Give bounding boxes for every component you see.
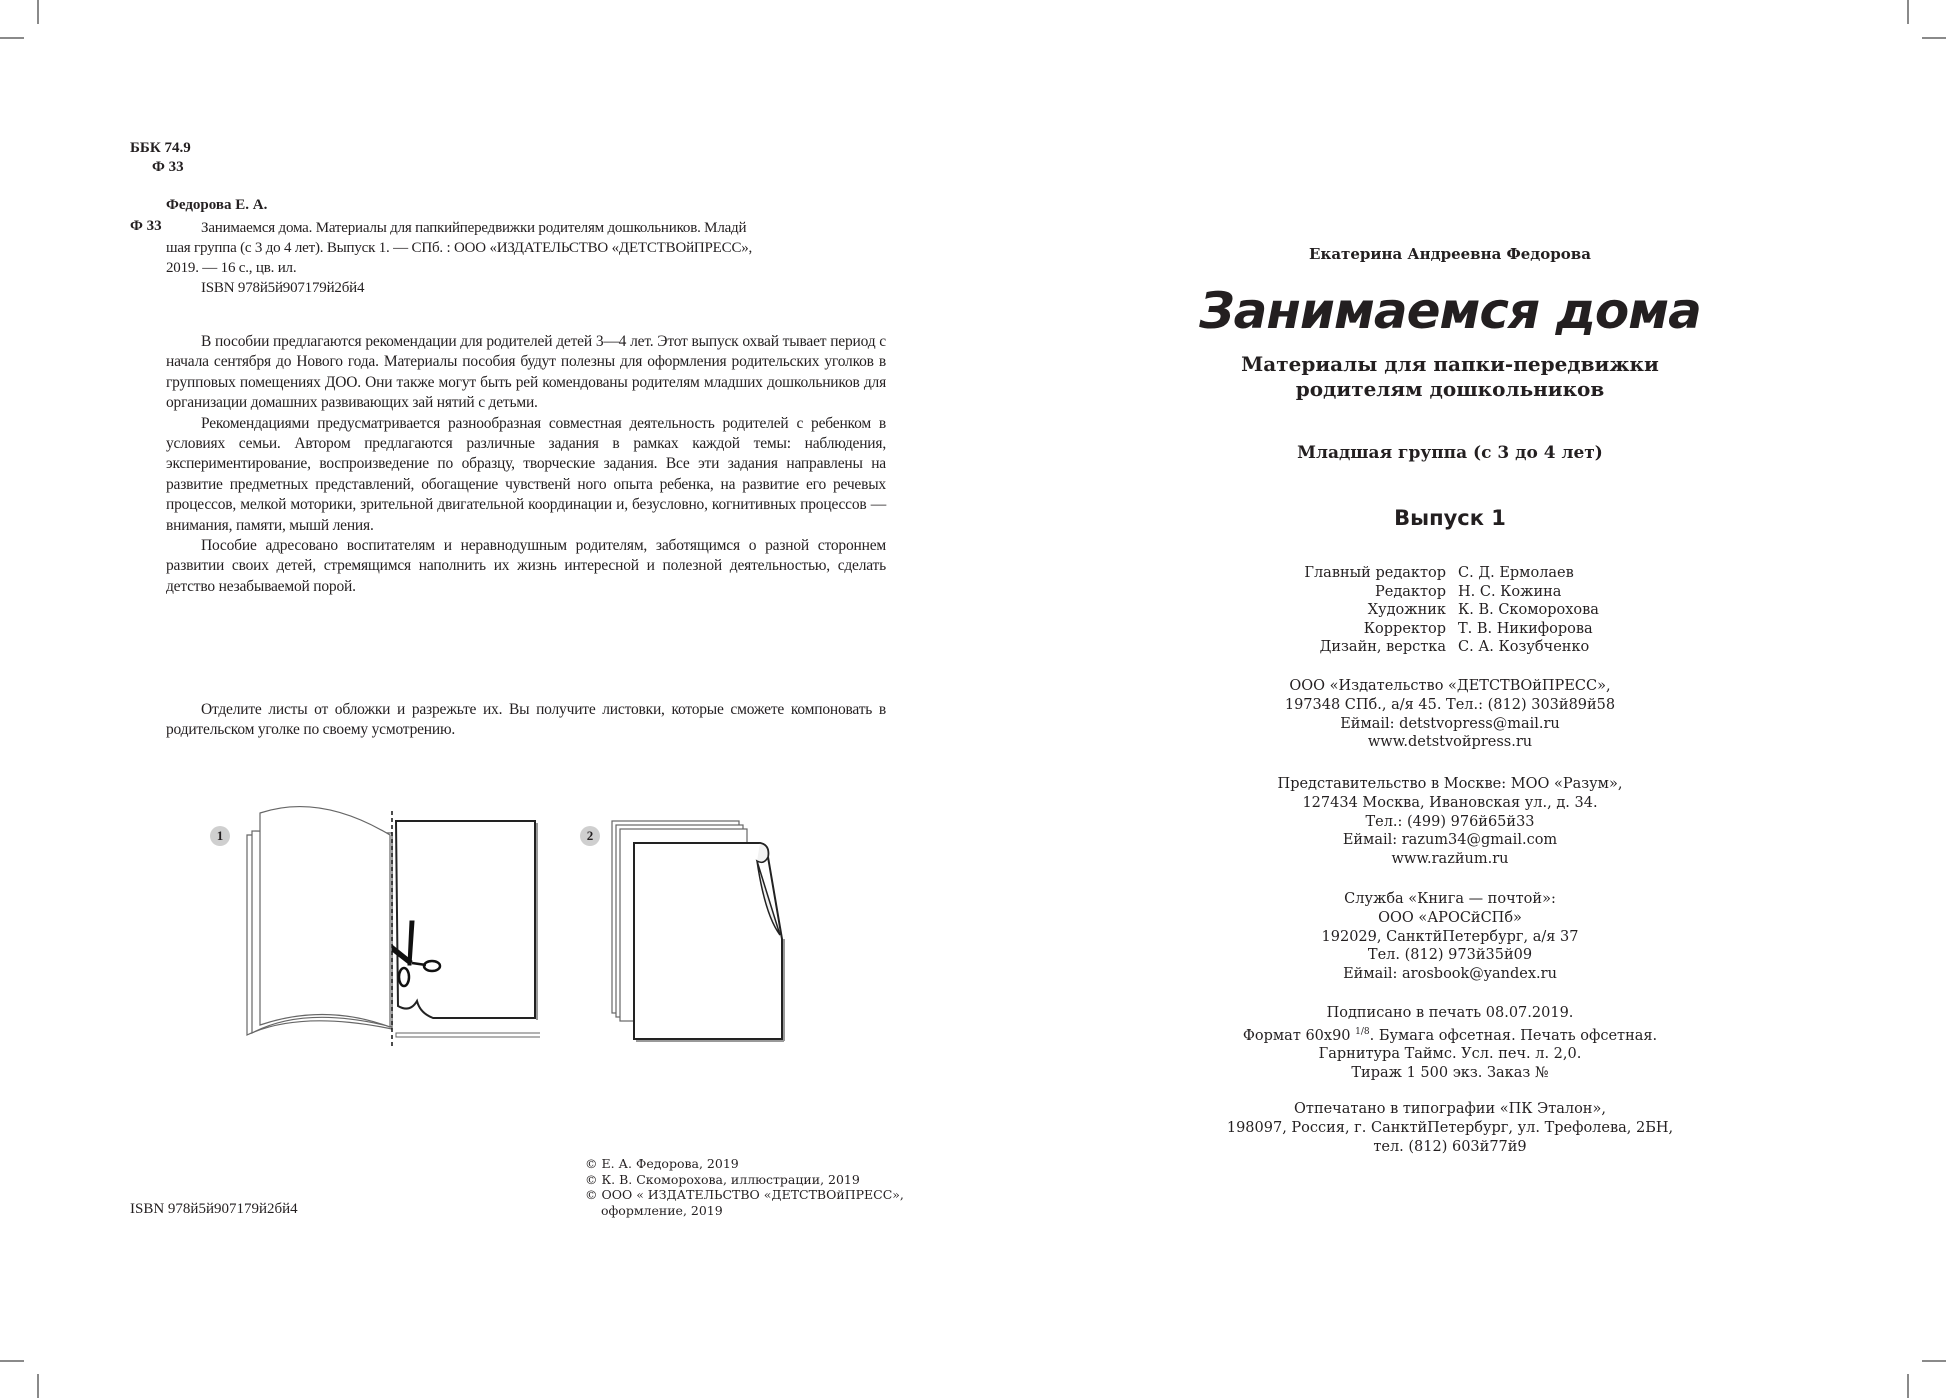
printing-line: Отпечатано в типографии «ПК Эталон»,: [1294, 1101, 1606, 1117]
copyright-line: © ООО « ИЗДАТЕЛЬСТВО «ДЕТСТВОйПРЕСС»,: [585, 1187, 904, 1202]
abstract-paragraph: Рекомендациями предусматривается разнообразная совместная деятельность родителей с ребенком в условиях семьи. Автором предлагаются различные задания в рамках каждой темы: наблюдения, экспериментирование, воспроизведение по образцу, творческие задания. Все эти задания направлены на развитие предметных представлений, обогащение чувственй ного опыта ребенка, на развитие его речевых процессов, мелкой моторики, зрительной двигательной координации и, безусловно, когнитивных процессов — внимания, памяти, мышй ления.: [166, 414, 886, 534]
credit-role: Дизайн, верстка: [1319, 639, 1446, 655]
step-badge-1: 1: [210, 826, 230, 846]
credit-row: [1290, 620, 1599, 639]
copyright-line: оформление, 2019: [601, 1202, 723, 1218]
crop-mark: [1922, 1360, 1946, 1362]
open-booklet-icon: [240, 805, 540, 1055]
crop-mark: [1922, 37, 1946, 39]
credit-name: С. Д. Ермолаев: [1458, 565, 1574, 581]
credit-role: Редактор: [1374, 583, 1446, 600]
publisher-email: Еймail: detstvopress@mail.ru: [1340, 715, 1560, 732]
format-fraction: 1/8: [1355, 1026, 1370, 1037]
printing-line: 198097, Россия, г. СанктйПетербург, ул. Трефолева, 2БН,: [1226, 1119, 1674, 1136]
catalog-line: Занимаемся дома. Материалы для папкийпередвижки родителям дошкольников. Младй: [201, 220, 747, 236]
signed-date: Подписано в печать 08.07.2019.: [1326, 1005, 1574, 1021]
crop-mark: [0, 37, 24, 39]
copyright-line: © Е. А. Федорова, 2019: [585, 1156, 739, 1171]
printing-line: тел. (812) 603й77й9: [1373, 1138, 1527, 1155]
mail-order-line: Служба «Книга — почтой»:: [1344, 891, 1556, 907]
moscow-line: Представительство в Москве: МОО «Разум»,: [1277, 776, 1623, 792]
publisher-info: [1190, 677, 1710, 752]
isbn: ISBN 978й5й907179й2бй4: [130, 1201, 298, 1217]
credit-name: С. А. Козубченко: [1458, 639, 1590, 655]
moscow-office: [1190, 775, 1710, 869]
catalog-author: Федорова Е. А.: [166, 197, 268, 213]
bbk-code: ББК 74.9: [130, 140, 191, 156]
crop-mark: [1907, 0, 1909, 24]
bbk-index: [130, 139, 191, 177]
mail-order-line: ООО «АРОСйСПб»: [1378, 909, 1522, 926]
subtitle-line: Материалы для папки-передвижки: [1241, 352, 1659, 376]
step-badge-2: 2: [580, 826, 600, 846]
credit-role: Главный редактор: [1304, 565, 1446, 581]
print-run: Тираж 1 500 экз. Заказ №: [1351, 1065, 1549, 1082]
moscow-line: Тел.: (499) 976й65й33: [1365, 813, 1535, 830]
book-subtitle: [1190, 352, 1710, 402]
cutting-instruction: [166, 700, 886, 741]
crop-mark: [37, 0, 39, 24]
publisher-line: ООО «Издательство «ДЕТСТВОйПРЕСС»,: [1289, 678, 1611, 694]
moscow-line: 127434 Москва, Ивановская ул., д. 34.: [1302, 794, 1598, 811]
printing-house: [1190, 1100, 1710, 1156]
publisher-line: 197348 СПб., а/я 45. Тел.: (812) 303й89й58: [1284, 696, 1616, 713]
author-sign: Ф 33: [152, 159, 184, 175]
format-line: [1190, 1023, 1710, 1046]
book-author: Екатерина Андреевна Федорова: [1309, 245, 1591, 263]
crop-mark: [1907, 1374, 1909, 1398]
credit-row: [1290, 564, 1599, 583]
credit-name: К. В. Скоморохова: [1458, 602, 1599, 618]
format-pre: Формат 60х90: [1242, 1027, 1356, 1044]
credit-name: Н. С. Кожина: [1458, 583, 1562, 600]
credit-row: [1290, 601, 1599, 620]
print-info: [1190, 1004, 1710, 1083]
subtitle-line: родителям дошкольников: [1295, 377, 1605, 401]
abstract: [166, 332, 886, 597]
copyright-block: [585, 1156, 904, 1218]
mail-order-service: [1190, 890, 1710, 984]
crop-mark: [37, 1374, 39, 1398]
publisher-website: www.detstvoйpress.ru: [1367, 734, 1533, 751]
credits-list: [1290, 564, 1599, 657]
font-line: Гарнитура Таймс. Усл. печ. л. 2,0.: [1318, 1046, 1582, 1063]
credit-role: Корректор: [1363, 620, 1446, 637]
copyright-line: © К. В. Скоморохова, иллюстрации, 2019: [585, 1171, 860, 1187]
mail-order-line: Тел. (812) 973й35й09: [1367, 947, 1533, 964]
issue-number: Выпуск 1: [1394, 506, 1506, 530]
catalog-code: Ф 33: [130, 218, 162, 234]
paper-stack-icon: [610, 815, 790, 1055]
book-title: Занимаемся дома: [1199, 282, 1701, 340]
age-group: Младшая группа (с 3 до 4 лет): [1297, 443, 1603, 463]
credit-row: [1290, 583, 1599, 602]
cut-page: [396, 821, 537, 1020]
mail-order-email: Еймail: arosbook@yandex.ru: [1343, 966, 1557, 983]
credit-name: Т. В. Никифорова: [1458, 620, 1593, 637]
catalog-description: [166, 218, 878, 298]
format-post: . Бумага офсетная. Печать офсетная.: [1369, 1027, 1658, 1044]
instruction-text: Отделите листы от обложки и разрежьте их. Вы получите листовки, которые сможете компоновать в родительском уголке по своему усмотрению.: [166, 701, 886, 739]
credit-row: [1290, 638, 1599, 657]
abstract-paragraph: Пособие адресовано воспитателям и неравнодушным родителям, заботящимся о разной стороннем развитии своих детей, стремящимся наполнить их жизнь интересной и полезной деятельностью, сделать детство незабываемой порой.: [166, 537, 886, 595]
catalog-isbn: ISBN 978й5й907179й2бй4: [201, 280, 365, 296]
abstract-paragraph: В пособии предлагаются рекомендации для родителей детей 3—4 лет. Этот выпуск охвай тывает период с начала сентября до Нового года. Материалы пособия будут полезны для оформления родительских уголков в групповых помещениях ДОО. Они также могут быть рей комендованы родителям младших дошкольников для организации домашних развивающих зай нятий с детьми.: [166, 333, 886, 412]
catalog-line: шая группа (с 3 до 4 лет). Выпуск 1. — СПб. : ООО «ИЗДАТЕЛЬСТВО «ДЕТСТВОйПРЕСС»,: [166, 240, 753, 256]
credit-role: Художник: [1367, 602, 1446, 618]
mail-order-line: 192029, СанктйПетербург, а/я 37: [1321, 928, 1579, 945]
crop-mark: [0, 1360, 24, 1362]
catalog-line: 2019. — 16 с., цв. ил.: [166, 260, 297, 276]
moscow-website: www.razйum.ru: [1391, 851, 1509, 868]
moscow-email: Еймail: razum34@gmail.com: [1342, 832, 1558, 849]
